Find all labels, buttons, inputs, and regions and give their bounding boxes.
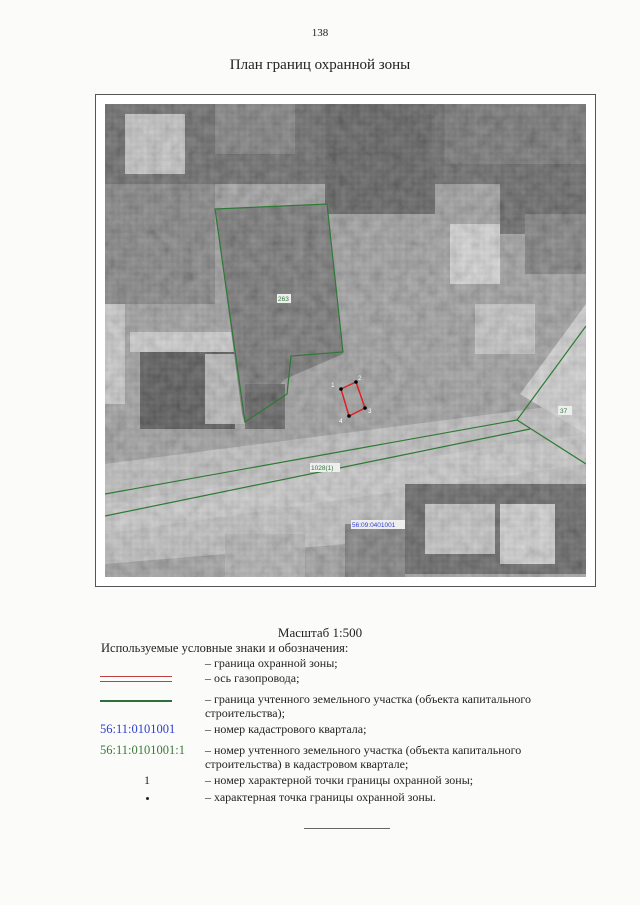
parcel-number-label: 263 bbox=[278, 296, 289, 303]
page-title: План границ охранной зоны bbox=[229, 57, 411, 73]
aerial-photo bbox=[105, 104, 586, 577]
legend-text: – граница охранной зоны; bbox=[205, 656, 338, 670]
quarter-number-label: 56:09:0401001 bbox=[352, 522, 396, 529]
quarter-number-symbol: 56:11:0101001 bbox=[100, 722, 176, 736]
point-number-symbol: 1 bbox=[144, 773, 150, 787]
zone-point bbox=[363, 406, 367, 410]
legend-text: – характерная точка границы охранной зоны. bbox=[205, 790, 436, 804]
legend-text: – ось газопровода; bbox=[205, 671, 300, 685]
parcel-number-label: 37 bbox=[560, 408, 568, 415]
legend-text: – номер характерной точки границы охранной зоны; bbox=[205, 773, 474, 787]
parcel-number-symbol: 56:11:0101001:1 bbox=[100, 743, 185, 757]
point-label: 2 bbox=[358, 375, 362, 382]
legend-text: – граница учтенного земельного участка (объекта капитального строительства); bbox=[205, 692, 532, 720]
page-number: 138 bbox=[311, 27, 329, 39]
zone-point bbox=[339, 387, 343, 391]
point-dot-symbol bbox=[146, 797, 149, 800]
point-label: 1 bbox=[331, 382, 335, 389]
point-label: 4 bbox=[339, 418, 343, 425]
point-label: 3 bbox=[368, 408, 372, 415]
scale-text: Масштаб 1:500 bbox=[277, 625, 363, 640]
legend-text: – номер кадастрового квартала; bbox=[205, 722, 367, 736]
bottom-divider bbox=[304, 828, 390, 829]
legend-heading: Используемые условные знаки и обозначения: bbox=[101, 641, 349, 655]
legend-text: – номер учтенного земельного участка (объекта капитального строительства) в кадастровом квартале; bbox=[205, 743, 522, 771]
zone-point bbox=[347, 414, 351, 418]
road-number-label: 1028(1) bbox=[311, 465, 334, 472]
boundary-map bbox=[95, 94, 596, 587]
